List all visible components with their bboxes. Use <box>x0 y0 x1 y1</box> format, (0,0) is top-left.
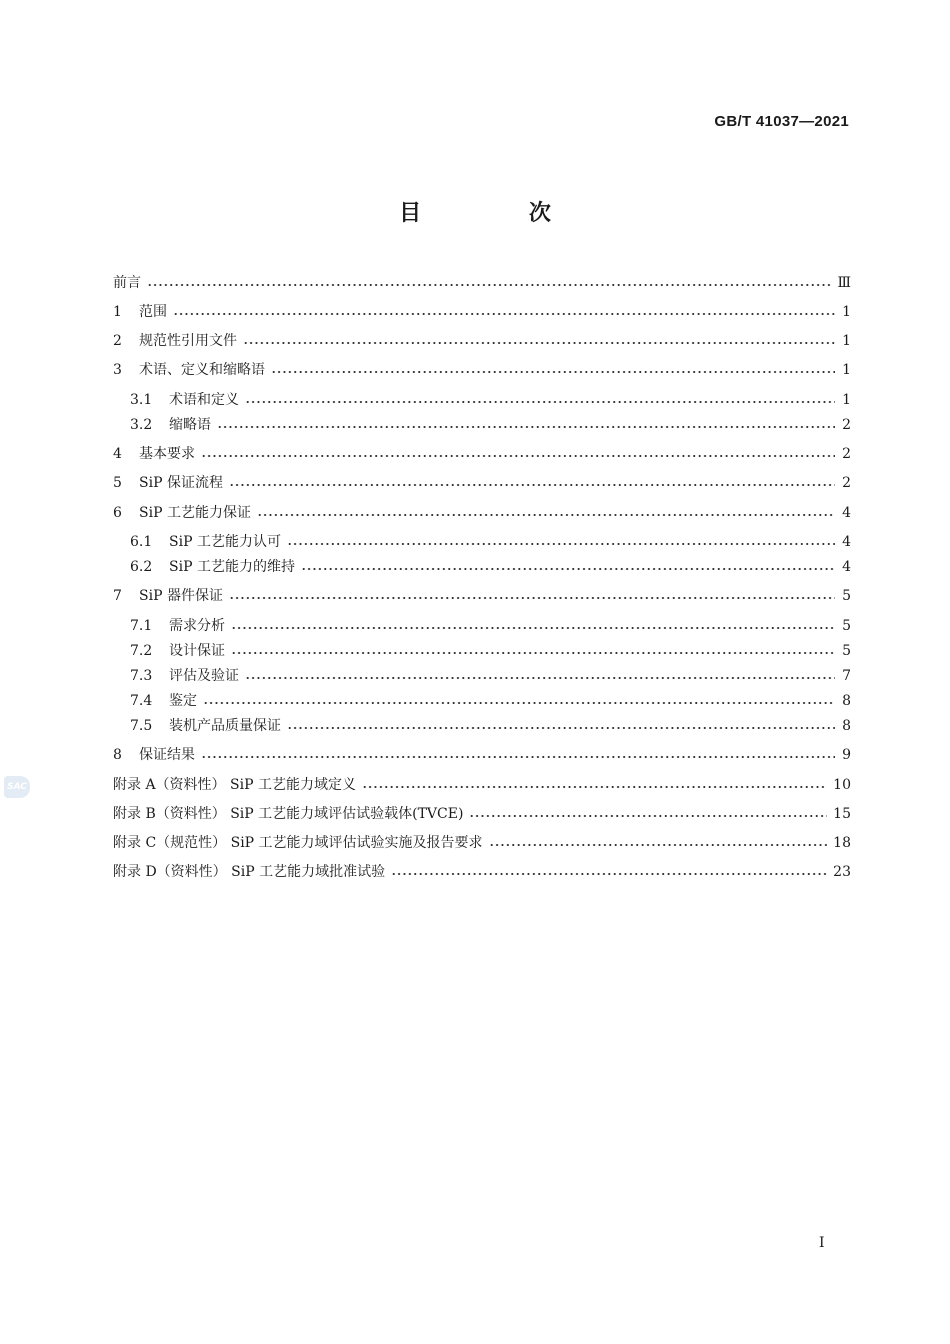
toc-entry[interactable] <box>130 638 851 664</box>
toc-entry-title: 前言 <box>113 275 141 291</box>
toc-entry[interactable] <box>113 328 851 354</box>
toc-entry-page: 9 <box>842 747 851 763</box>
toc-entry-title: SiP 器件保证 <box>139 588 223 604</box>
toc-entry-title: 基本要求 <box>139 446 195 462</box>
toc-entry-number: 7.4 <box>130 693 153 709</box>
toc-entry-page: 10 <box>833 777 851 793</box>
toc-entry[interactable] <box>113 772 851 798</box>
toc-entry-number: 7.3 <box>130 668 153 684</box>
toc-dot-leader <box>231 613 835 639</box>
toc-entry-title: 术语、定义和缩略语 <box>139 362 265 378</box>
toc-dot-leader <box>173 299 835 325</box>
toc-entry-title: SiP 工艺能力保证 <box>139 505 251 521</box>
toc-entry-title: SiP 保证流程 <box>139 475 223 491</box>
toc-entry[interactable] <box>130 412 851 438</box>
toc-dot-leader <box>203 688 835 714</box>
toc-dot-leader <box>287 529 835 555</box>
toc-entry-page: 1 <box>842 392 851 408</box>
toc-entry-page: 2 <box>842 475 851 491</box>
toc-dot-leader <box>257 500 835 526</box>
toc-entry-title: 规范性引用文件 <box>139 333 237 349</box>
toc-entry-title: SiP 工艺能力认可 <box>169 534 281 550</box>
toc-dot-leader <box>147 270 831 296</box>
toc-entry[interactable] <box>113 801 851 827</box>
toc-entry-page: 18 <box>833 835 851 851</box>
toc-entry[interactable] <box>130 713 851 739</box>
toc-entry-title: SiP 工艺能力的维持 <box>169 559 295 575</box>
toc-entry-title: 附录 C（规范性） SiP 工艺能力域评估试验实施及报告要求 <box>113 835 483 851</box>
toc-entry-title: 评估及验证 <box>169 668 239 684</box>
sac-watermark-logo: SAC <box>4 776 30 798</box>
toc-entry-page: 8 <box>842 718 851 734</box>
toc-dot-leader <box>217 412 835 438</box>
toc-entry-number: 5 <box>113 475 122 491</box>
toc-entry-page: 7 <box>842 668 851 684</box>
toc-dot-leader <box>229 583 835 609</box>
toc-entry[interactable] <box>113 299 851 325</box>
toc-entry-title: 缩略语 <box>169 417 211 433</box>
toc-entry-page: 1 <box>842 362 851 378</box>
toc-entry-number: 1 <box>113 304 122 320</box>
toc-entry-number: 6 <box>113 505 122 521</box>
toc-entry-page: 15 <box>833 806 851 822</box>
toc-dot-leader <box>201 441 835 467</box>
toc-entry-number: 3 <box>113 362 122 378</box>
toc-entry-number: 3.2 <box>130 417 153 433</box>
toc-entry-number: 7.2 <box>130 643 153 659</box>
toc-entry[interactable] <box>113 500 851 526</box>
toc-dot-leader <box>245 387 835 413</box>
toc-entry-number: 7.5 <box>130 718 153 734</box>
toc-entry-title: 保证结果 <box>139 747 195 763</box>
toc-entry-title: 附录 D（资料性） SiP 工艺能力域批准试验 <box>113 864 386 880</box>
toc-entry[interactable] <box>130 387 851 413</box>
toc-entry[interactable] <box>113 357 851 383</box>
toc-entry[interactable] <box>130 663 851 689</box>
toc-entry-page: 5 <box>842 618 851 634</box>
toc-entry-page: Ⅲ <box>837 275 851 291</box>
toc-entry-page: 23 <box>833 864 851 880</box>
page-number: I <box>819 1235 825 1251</box>
toc-dot-leader <box>245 663 835 689</box>
toc-entry[interactable] <box>113 742 851 768</box>
toc-entry-page: 5 <box>842 588 851 604</box>
toc-entry-page: 8 <box>842 693 851 709</box>
toc-dot-leader <box>201 742 835 768</box>
toc-entry-title: 鉴定 <box>169 693 197 709</box>
toc-entry-title: 附录 A（资料性） SiP 工艺能力域定义 <box>113 777 356 793</box>
toc-dot-leader <box>301 554 835 580</box>
toc-entry-page: 2 <box>842 417 851 433</box>
toc-entry-page: 5 <box>842 643 851 659</box>
toc-dot-leader <box>489 830 828 856</box>
standard-number: GB/T 41037—2021 <box>714 113 849 130</box>
toc-entry-page: 2 <box>842 446 851 462</box>
toc-entry[interactable] <box>113 441 851 467</box>
toc-dot-leader <box>391 859 827 885</box>
toc-dot-leader <box>287 713 835 739</box>
toc-entry-page: 4 <box>842 534 851 550</box>
toc-entry[interactable] <box>130 554 851 580</box>
toc-entry-page: 4 <box>842 559 851 575</box>
toc-entry[interactable] <box>130 613 851 639</box>
toc-entry-number: 4 <box>113 446 122 462</box>
toc-entry-title: 附录 B（资料性） SiP 工艺能力域评估试验载体(TVCE) <box>113 806 464 822</box>
toc-entry-page: 4 <box>842 505 851 521</box>
toc-entry-number: 3.1 <box>130 392 153 408</box>
toc-entry-number: 7.1 <box>130 618 153 634</box>
toc-entry-title: 需求分析 <box>169 618 225 634</box>
toc-entry[interactable] <box>113 270 851 296</box>
toc-entry-title: 设计保证 <box>169 643 225 659</box>
toc-dot-leader <box>271 357 835 383</box>
toc-entry-number: 8 <box>113 747 122 763</box>
toc-dot-leader <box>229 470 835 496</box>
toc-entry-title: 术语和定义 <box>169 392 239 408</box>
toc-dot-leader <box>231 638 835 664</box>
toc-dot-leader <box>362 772 827 798</box>
toc-entry[interactable] <box>113 583 851 609</box>
toc-entry-title: 装机产品质量保证 <box>169 718 281 734</box>
toc-entry[interactable] <box>113 470 851 496</box>
toc-entry[interactable] <box>130 688 851 714</box>
toc-entry[interactable] <box>113 830 851 856</box>
toc-entry[interactable] <box>113 859 851 885</box>
toc-entry-number: 2 <box>113 333 122 349</box>
toc-entry-title: 范围 <box>139 304 167 320</box>
toc-entry[interactable] <box>130 529 851 555</box>
toc-dot-leader <box>469 801 827 827</box>
toc-entry-number: 6.2 <box>130 559 153 575</box>
page-title: 目 次 <box>399 201 601 226</box>
toc-entry-number: 6.1 <box>130 534 153 550</box>
toc-dot-leader <box>243 328 835 354</box>
toc-entry-page: 1 <box>842 333 851 349</box>
toc-entry-number: 7 <box>113 588 122 604</box>
toc-entry-page: 1 <box>842 304 851 320</box>
